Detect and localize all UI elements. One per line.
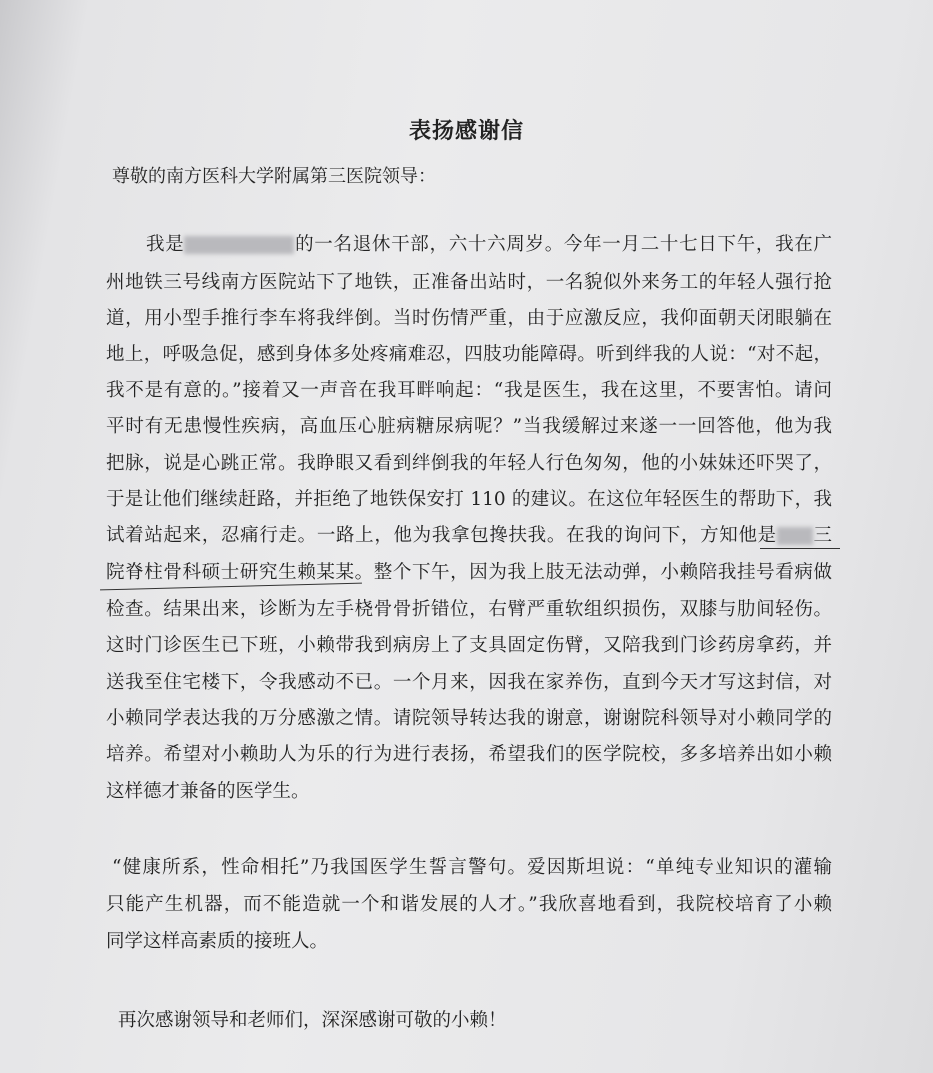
paragraph-line: 把脉，说是心跳正常。我睁眼又看到绊倒我的年轻人行色匆匆，他的小妹妹还吓哭了， bbox=[106, 453, 832, 474]
redacted-text bbox=[777, 527, 813, 545]
salutation: 尊敬的南方医科大学附属第三医院领导： bbox=[112, 166, 436, 187]
paragraph-line: 平时有无患慢性疾病，高血压心脏病糖尿病呢？”当我缓解过来遂一一回答他，他为我 bbox=[106, 416, 832, 437]
paragraph-line: 道，用小型手推行李车将我绊倒。当时伤情严重，由于应激反应，我仰面朝天闭眼躺在 bbox=[106, 308, 832, 329]
paragraph-line: 州地铁三号线南方医院站下了地铁，正准备出站时，一名貌似外来务工的年轻人强行抢 bbox=[106, 272, 832, 293]
paragraph-line: 小赖同学表达我的万分感激之情。请院领导转达我的谢意，谢谢院科领导对小赖同学的 bbox=[106, 708, 832, 729]
paragraph-line: 培养。希望对小赖助人为乐的行为进行表扬，希望我们的医学院校，多多培养出如小赖 bbox=[106, 744, 832, 765]
paragraph-line: 于是让他们继续赶路，并拒绝了地铁保安打 110 的建议。在这位年轻医生的帮助下，我 bbox=[106, 489, 832, 510]
paragraph-line: “健康所系，性命相托”乃我国医学生誓言警句。爱因斯坦说：“单纯专业知识的灌输 bbox=[112, 857, 832, 878]
paragraph-line: 我不是有意的。”接着又一声音在我耳畔响起：“我是医生，我在这里，不要害怕。请问 bbox=[106, 380, 832, 401]
paragraph-line: 检查。结果出来，诊断为左手桡骨骨折错位，右臂严重软组织损伤，双膝与肋间轻伤。 bbox=[106, 599, 832, 620]
paragraph-line: 这样德才兼备的医学生。 bbox=[106, 781, 310, 802]
redacted-text bbox=[184, 236, 294, 254]
line-text: 试着站起来，忍痛行走。一路上，他为我拿包搀扶我。在我的询问下，方知他是 bbox=[106, 525, 777, 546]
line-text: 我是 bbox=[146, 234, 185, 255]
paragraph-line bbox=[146, 232, 832, 258]
paragraph-line: 院脊柱骨科硕士研究生赖某某。整个下午，因为我上肢无法动弹，小赖陪我挂号看病做 bbox=[106, 562, 832, 583]
paragraph-line: 这时门诊医生已下班，小赖带我到病房上了支具固定伤臂，又陪我到门诊药房拿药，并 bbox=[106, 635, 832, 656]
letter-title: 表扬感谢信 bbox=[408, 118, 524, 144]
line-text: 的一名退休干部，六十六周岁。今年一月二十七日下午，我在广 bbox=[294, 234, 832, 255]
line-text: 三 bbox=[812, 525, 832, 546]
paragraph-line bbox=[106, 523, 832, 549]
paragraph-line: 同学这样高素质的接班人。 bbox=[106, 931, 329, 952]
closing-line: 再次感谢领导和老师们，深深感谢可敬的小赖！ bbox=[118, 1010, 507, 1031]
paragraph-line: 只能产生机器，而不能造就一个和谐发展的人才。”我欣喜地看到，我院校培育了小赖 bbox=[106, 894, 832, 915]
paragraph-line: 地上，呼吸急促，感到身体多处疼痛难忍，四肢功能障碍。听到绊我的人说：“对不起， bbox=[106, 344, 832, 365]
pen-underline bbox=[760, 548, 840, 549]
paragraph-line: 送我至住宅楼下，令我感动不已。一个月来，因我在家养伤，直到今天才写这封信，对 bbox=[106, 672, 832, 693]
